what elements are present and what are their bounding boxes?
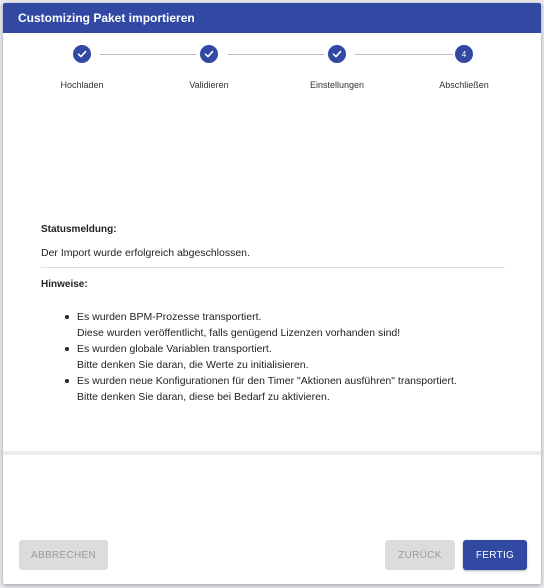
status-message: Der Import wurde erfolgreich abgeschlossen.: [41, 247, 250, 259]
cancel-button[interactable]: ABBRECHEN: [19, 540, 108, 570]
step-2-indicator: [200, 45, 218, 63]
hint-line: Bitte denken Sie daran, diese bei Bedarf zu aktivieren.: [77, 391, 330, 403]
step-4-indicator: [455, 45, 473, 63]
step-3-label: Einstellungen: [309, 80, 365, 90]
hints-heading: Hinweise:: [41, 279, 88, 290]
hint-line: Es wurden neue Konfigurationen für den Timer "Aktionen ausführen" transportiert.: [77, 375, 457, 387]
step-3-indicator: [328, 45, 346, 63]
footer-divider: [3, 451, 541, 455]
check-icon: [77, 49, 87, 59]
hint-line: Diese wurden veröffentlicht, falls genügend Lizenzen vorhanden sind!: [77, 327, 401, 339]
hint-line: Es wurden BPM-Prozesse transportiert.: [77, 311, 262, 323]
step-1-indicator: [73, 45, 91, 63]
finish-button[interactable]: FERTIG: [463, 540, 527, 570]
hint-line: Es wurden globale Variablen transportiert.: [77, 343, 272, 355]
wizard-stepper: [3, 33, 541, 103]
list-item: [65, 341, 515, 373]
step-connector: [228, 54, 324, 55]
step-connector: [100, 54, 196, 55]
back-button[interactable]: ZURÜCK: [385, 540, 455, 570]
list-item: [65, 373, 515, 405]
check-icon: [204, 49, 214, 59]
step-1-label: Hochladen: [60, 80, 104, 90]
hint-line: Bitte denken Sie daran, die Werte zu initialisieren.: [77, 359, 309, 371]
step-connector: [355, 54, 453, 55]
import-dialog: [3, 3, 541, 584]
step-2-label: Validieren: [189, 80, 229, 90]
section-divider: [41, 267, 505, 268]
check-icon: [332, 49, 342, 59]
step-4-number: 4: [461, 49, 467, 59]
list-item: [65, 309, 515, 341]
step-4-label: Abschließen: [439, 80, 489, 90]
dialog-title: Customizing Paket importieren: [3, 3, 541, 33]
hints-list: [65, 309, 515, 405]
status-heading: Statusmeldung:: [41, 224, 117, 235]
